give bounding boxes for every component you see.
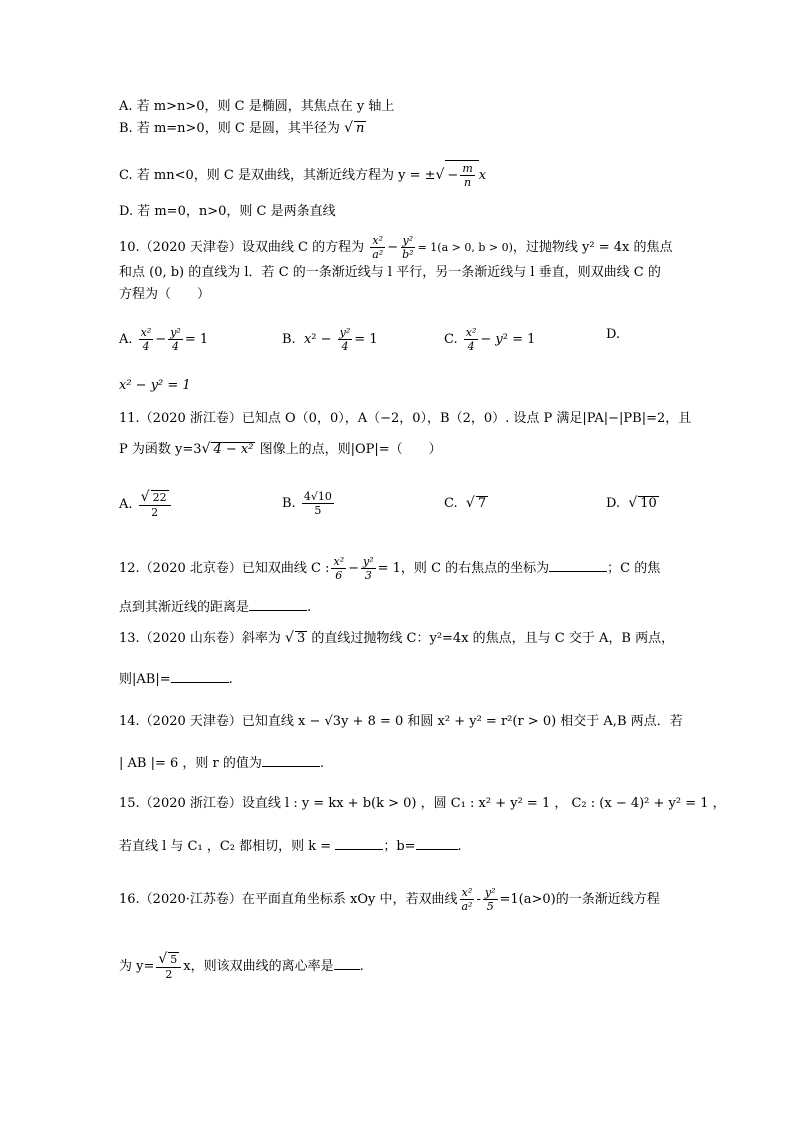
- q11-line-2: P 为函数 y=3√ 4 − x² 图像上的点，则|OP|=（ ）: [119, 441, 442, 457]
- q12-answer-blank-1[interactable]: [549, 559, 607, 572]
- q12-line-2: 点到其渐近线的距离是 .: [119, 600, 312, 615]
- q13-line-2: 则|AB|= .: [119, 672, 233, 687]
- q9-option-c: C. 若 mn<0，则 C 是双曲线，其渐近线方程为 y = ±√ − $\frac{m}{n}$ x: [119, 162, 487, 189]
- q13-line-1: 13.（2020 山东卷）斜率为 √ 3 的直线过抛物线 C：y²=4x 的焦点，且与 C 交于 A，B 两点，: [119, 630, 675, 646]
- q12-line-1: 12.（2020 北京卷）已知双曲线 C : $\frac{\text{x²}}{6}$ − $\frac{\text{y²}}{3}$ = 1，则 C 的右焦点的坐标为 ；C 的焦: [119, 555, 661, 582]
- q11-option-b: B. $\frac{4√10}{5}$: [282, 490, 332, 517]
- q15-line-2: 若直线 l 与 C₁ ，C₂ 都相切，则 k = ；b= .: [119, 839, 462, 854]
- q10-line-1: 10.（2020 天津卷）设双曲线 C 的方程为 $\frac{\text{x²}}{\text{a²}}$ − $\frac{\text{y²}}{\text{b²}}$ = 1(a > 0, b > 0)，过抛物线 y² = 4x 的焦点: [119, 234, 673, 261]
- q10-line-2: 和点 (0, b) 的直线为 l．若 C 的一条渐近线与 l 平行，另一条渐近线与 l 垂直，则双曲线 C 的: [119, 265, 661, 280]
- q10-option-b: B. x² − $\frac{\text{y²}}{4}$ = 1: [282, 326, 378, 353]
- q11-option-c: C. √ 7: [444, 495, 487, 511]
- q15-line-1: 15.（2020 浙江卷）设直线 l : y = kx + b(k > 0) ，圆 C₁ : x² + y² = 1 ， C₂ : (x − 4)² + y² = 1 ，: [119, 796, 726, 811]
- q10-option-a: A. $\frac{\text{x²}}{4}$ − $\frac{\text{y²}}{4}$ = 1: [119, 326, 209, 353]
- q11-option-d: D. √ 10: [606, 495, 657, 511]
- q10-line-3: 方程为（ ）: [119, 287, 211, 302]
- q10-option-d: D.: [606, 327, 621, 342]
- q16-answer-blank[interactable]: [334, 957, 360, 970]
- q14-line-2: | AB |= 6 ，则 r 的值为 .: [119, 756, 325, 771]
- q12-answer-blank-2[interactable]: [249, 598, 307, 611]
- q15-answer-blank-b[interactable]: [416, 837, 458, 850]
- q15-answer-blank-k[interactable]: [335, 837, 383, 850]
- q11-line-1: 11.（2020 浙江卷）已知点 O（0，0），A（−2，0），B（2，0）. 设点 P 满足|PA|−|PB|=2，且: [119, 411, 692, 426]
- q10-option-c: C. $\frac{\text{x²}}{4}$ − y² = 1: [444, 326, 536, 353]
- q13-answer-blank[interactable]: [171, 670, 229, 683]
- q9-option-d: D. 若 m=0，n>0，则 C 是两条直线: [119, 204, 336, 219]
- q9-option-b: B. 若 m=n>0，则 C 是圆，其半径为 √ n: [119, 120, 365, 136]
- q14-answer-blank[interactable]: [262, 754, 320, 767]
- q11-option-a: A. $\frac{√ 22}{2}$: [119, 490, 173, 519]
- q16-line-2: 为 y= $\frac{√ 5}{2}$ x，则该双曲线的离心率是 .: [119, 951, 364, 981]
- q14-line-1: 14.（2020 天津卷）已知直线 x − √3y + 8 = 0 和圆 x² + y² = r²(r > 0) 相交于 A,B 两点．若: [119, 714, 683, 729]
- q10-option-d-equation: x² − y² = 1: [119, 378, 191, 393]
- q16-line-1: 16.（2020·江苏卷）在平面直角坐标系 xOy 中，若双曲线 $\frac{\text{x²}}{\text{a²}}$ - $\frac{\text{y²}}{5}$ =1(a>0)的一条渐近线方程: [119, 886, 660, 913]
- q9-option-a: A. 若 m>n>0，则 C 是椭圆，其焦点在 y 轴上: [119, 99, 395, 114]
